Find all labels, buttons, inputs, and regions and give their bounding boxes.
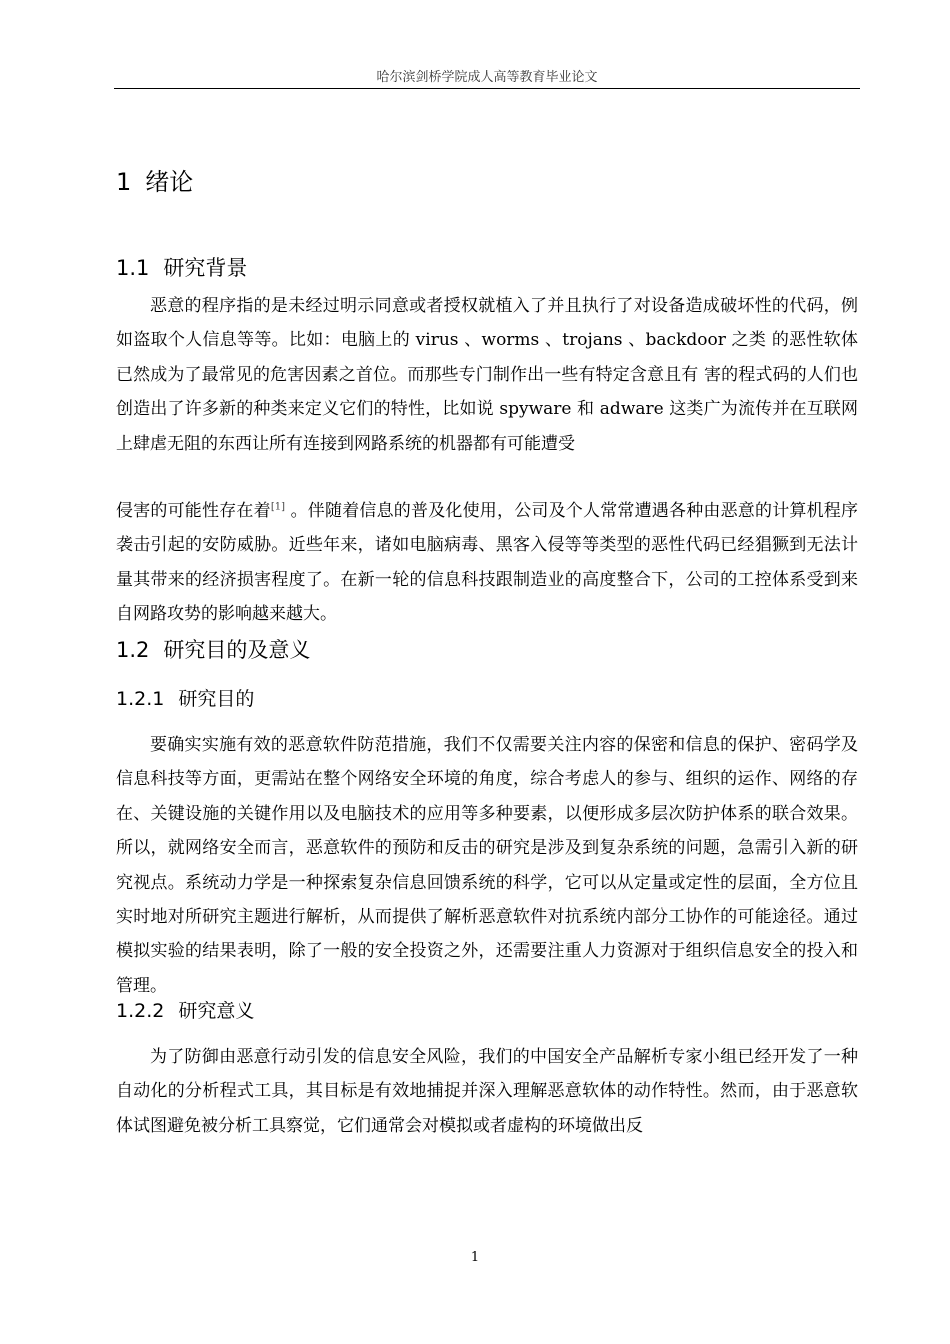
background-text-before-citation: 侵害的可能性存在着	[116, 501, 271, 521]
subsection-title: 研究目的	[178, 688, 255, 710]
section-title: 研究背景	[163, 256, 248, 280]
section-heading-1-2	[116, 634, 310, 664]
background-text-after-citation: 。伴随着信息的普及化使用，公司及个人常常遭遇各种由恶意的计算机程序袭击引起的安防威胁。近些年来，诸如电脑病毒、黑客入侵等等类型的恶性代码已经猖獗到无法计量其带来的经济损害程度了。在新一轮的信息科技跟制造业的高度整合下，公司的工控体系受到来自网路攻势的影响越来越大。	[116, 501, 859, 625]
background-paragraph-part2	[116, 494, 858, 632]
significance-paragraph: 为了防御由恶意行动引发的信息安全风险，我们的中国安全产品解析专家小组已经开发了一种自动化的分析程式工具，其目标是有效地捕捉并深入理解恶意软体的动作特性。然而，由于恶意软体试图避免被分析工具察觉，它们通常会对模拟或者虚构的环境做出反	[116, 1047, 858, 1136]
background-paragraph-part1: 恶意的程序指的是未经过明示同意或者授权就植入了并且执行了对设备造成破坏性的代码，例如盗取个人信息等等。比如：电脑上的 virus 、worms 、trojans 、backdoor 之类 的恶性软体已然成为了最常见的危害因素之首位。而那些专门制作出一些有特定含意且有 害的程式码的人们也创造出了许多新的种类来定义它们的特性，比如说 spyware 和 adware 这类广为流传并在互联网上肆虐无阻的东西让所有连接到网路系统的机器都有可能遭受	[116, 296, 858, 454]
subsection-heading-1-2-1	[116, 684, 254, 711]
subsection-title: 研究意义	[178, 1000, 255, 1022]
header-divider	[114, 88, 860, 89]
chapter-number: 1	[116, 168, 132, 196]
subsection-number: 1.2.2	[116, 1000, 165, 1022]
section-heading-1-1	[116, 252, 247, 282]
running-header: 哈尔滨剑桥学院成人高等教育毕业论文	[376, 70, 598, 85]
citation-marker: [1]	[270, 501, 285, 513]
purpose-paragraph: 要确实实施有效的恶意软件防范措施，我们不仅需要关注内容的保密和信息的保护、密码学及信息科技等方面，更需站在整个网络安全环境的角度，综合考虑人的参与、组织的运作、网络的存在、关键设施的关键作用以及电脑技术的应用等多种要素，以便形成多层次防护体系的联合效果。所以，就网络安全而言，恶意软件的预防和反击的研究是涉及到复杂系统的问题，急需引入新的研究视点。系统动力学是一种探索复杂信息回馈系统的科学，它可以从定量或定性的层面，全方位且实时地对所研究主题进行解析，从而提供了解析恶意软件对抗系统内部分工协作的可能途径。通过模拟实验的结果表明，除了一般的安全投资之外，还需要注重人力资源对于组织信息安全的投入和管理。	[116, 735, 858, 996]
subsection-heading-1-2-2	[116, 996, 254, 1023]
chapter-title: 绪论	[145, 168, 194, 196]
page-number: 1	[470, 1250, 480, 1265]
section-number: 1.2	[116, 638, 150, 662]
chapter-heading	[116, 162, 193, 197]
section-number: 1.1	[116, 256, 150, 280]
section-title: 研究目的及意义	[163, 638, 311, 662]
subsection-number: 1.2.1	[116, 688, 165, 710]
